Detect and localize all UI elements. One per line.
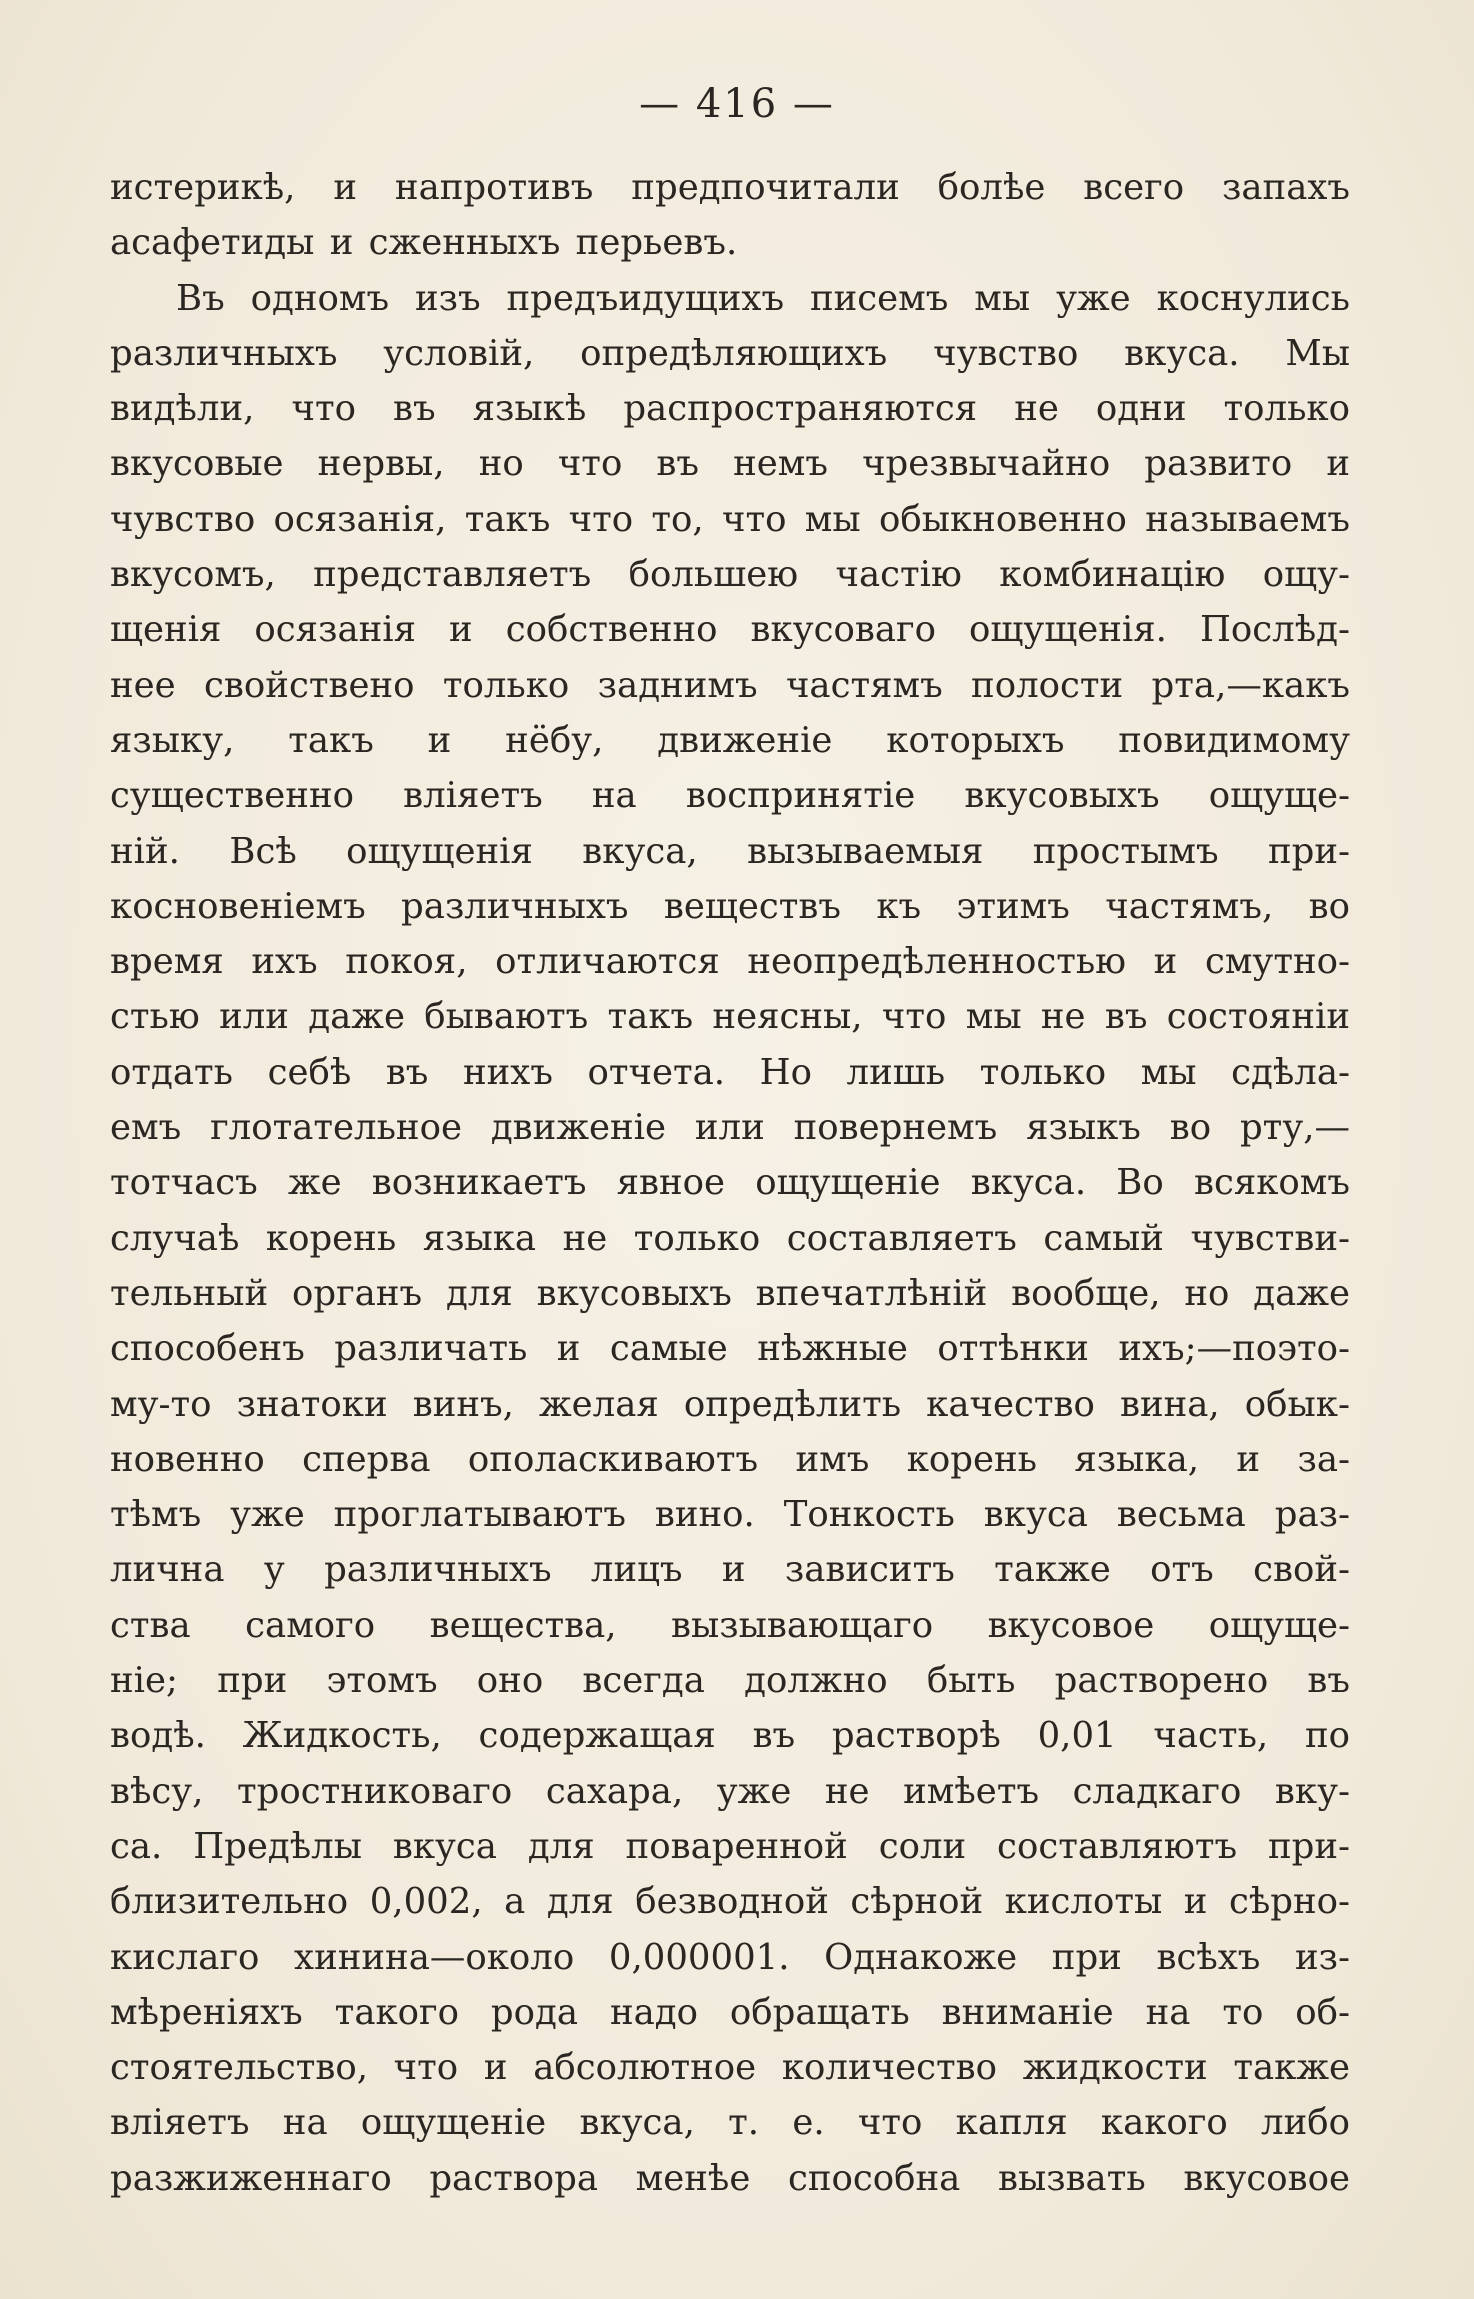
text-line: Въ одномъ изъ предъидущихъ писемъ мы уже коснулись bbox=[176, 277, 1350, 319]
text-line: тотчасъ же возникаетъ явное ощущеніе вкуса. Во всякомъ bbox=[110, 1162, 1350, 1204]
text-line: емъ глотательное движеніе или повернемъ языкъ во рту,— bbox=[110, 1107, 1350, 1149]
text-line: вѣсу, тростниковаго сахара, уже не имѣетъ сладкаго вку- bbox=[110, 1770, 1350, 1812]
text-line: са. Предѣлы вкуса для поваренной соли составляютъ при- bbox=[110, 1825, 1350, 1867]
text-line: стоятельство, что и абсолютное количество жидкости также bbox=[110, 2047, 1350, 2089]
text-line: щенія осязанія и собственно вкусоваго ощущенія. Послѣд- bbox=[110, 609, 1350, 651]
text-line: существенно вліяетъ на воспринятіе вкусовыхъ ощуще- bbox=[110, 775, 1350, 817]
text-line: ства самого вещества, вызывающаго вкусовое ощуще- bbox=[110, 1604, 1350, 1646]
text-line: вкусовые нервы, но что въ немъ чрезвычайно развито и bbox=[110, 443, 1350, 485]
text-line: разжиженнаго раствора менѣе способна вызвать вкусовое bbox=[110, 2157, 1350, 2199]
page-number: — 416 — bbox=[639, 81, 835, 127]
text-line: близительно 0,002, а для безводной сѣрной кислоты и сѣрно- bbox=[110, 1881, 1350, 1923]
text-line: видѣли, что въ языкѣ распространяются не одни только bbox=[110, 388, 1350, 430]
text-line: ніе; при этомъ оно всегда должно быть растворено въ bbox=[110, 1660, 1350, 1702]
text-line: тѣмъ уже проглатываютъ вино. Тонкость вкуса весьма раз- bbox=[110, 1494, 1350, 1536]
text-line: время ихъ покоя, отличаются неопредѣленностью и смутно- bbox=[110, 941, 1350, 983]
text-line: вкусомъ, представляетъ большею частію комбинацію ощу- bbox=[110, 554, 1350, 596]
text-line: языку, такъ и нёбу, движеніе которыхъ повидимому bbox=[110, 719, 1350, 761]
text-line: истерикѣ, и напротивъ предпочитали болѣе всего запахъ bbox=[110, 167, 1350, 208]
text-line: новенно сперва ополаскиваютъ имъ корень языка, и за- bbox=[110, 1438, 1350, 1480]
text-line: чувство осязанія, такъ что то, что мы обыкновенно называемъ bbox=[110, 498, 1350, 540]
text-line: асафетиды и сженныхъ перьевъ. bbox=[110, 222, 738, 264]
text-line: му-то знатоки винъ, желая опредѣлить качество вина, обык- bbox=[110, 1383, 1350, 1425]
text-line: мѣреніяхъ такого рода надо обращать вниманіе на то об- bbox=[110, 1991, 1350, 2033]
text-line: стью или даже бываютъ такъ неясны, что мы не въ состояніи bbox=[110, 996, 1350, 1038]
text-line: различныхъ условій, опредѣляющихъ чувство вкуса. Мы bbox=[110, 332, 1350, 374]
text-line: тельный органъ для вкусовыхъ впечатлѣній вообще, но даже bbox=[110, 1272, 1350, 1314]
text-line: водѣ. Жидкость, содержащая въ растворѣ 0,01 часть, по bbox=[110, 1715, 1350, 1757]
body-text bbox=[110, 160, 1350, 2206]
text-line: ній. Всѣ ощущенія вкуса, вызываемыя простымъ при- bbox=[110, 830, 1350, 872]
text-line: косновеніемъ различныхъ веществъ къ этимъ частямъ, во bbox=[110, 885, 1350, 927]
text-line: кислаго хинина—около 0,000001. Однакоже при всѣхъ из- bbox=[110, 1936, 1350, 1978]
text-line: нее свойствено только заднимъ частямъ полости рта,—какъ bbox=[110, 664, 1350, 706]
text-line: способенъ различать и самые нѣжные оттѣнки ихъ;—поэто- bbox=[110, 1328, 1350, 1370]
text-line: лична у различныхъ лицъ и зависитъ также отъ свой- bbox=[110, 1549, 1350, 1591]
text-line: случаѣ корень языка не только составляетъ самый чувстви- bbox=[110, 1217, 1350, 1259]
text-line: отдать себѣ въ нихъ отчета. Но лишь только мы сдѣла- bbox=[110, 1051, 1350, 1093]
text-line: вліяетъ на ощущеніе вкуса, т. е. что капля какого либо bbox=[110, 2102, 1350, 2144]
